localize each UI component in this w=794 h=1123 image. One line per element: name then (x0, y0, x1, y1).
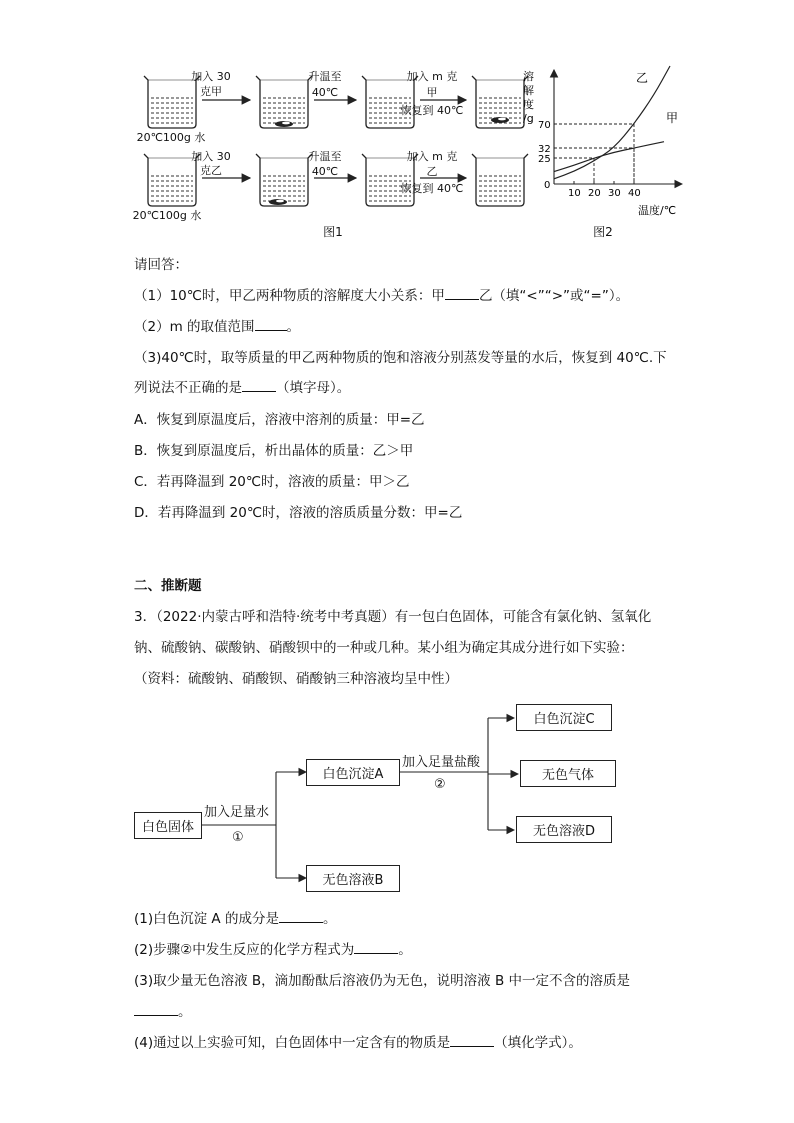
q3-text-b: （填字母）。 (276, 380, 351, 396)
flow-step1-label: 加入足量水 (204, 805, 270, 820)
x-tick-label-30: 30 (608, 188, 621, 199)
flow-b-label: 无色溶液B (322, 873, 384, 888)
row2-step3-line1: 加入 m 克 (406, 150, 458, 163)
y-tick-label-32: 32 (538, 144, 551, 155)
q3-text-a: 列说法不正确的是 (134, 380, 242, 396)
q2-text-b: 。 (286, 319, 301, 335)
row2-step1-line2: 克乙 (200, 164, 222, 177)
problem3-line1: 3．（2022·内蒙古呼和浩特·统考中考真题）有一包白色固体，可能含有氯化钠、氢氧化 (134, 609, 652, 625)
q2-text-a: （2）m 的取值范围 (134, 319, 255, 335)
row1-step2-line1: 升温至 (308, 70, 342, 83)
option-c: C．若再降温到 20℃时，溶液的质量：甲＞乙 (134, 474, 410, 490)
flow-box-precipitate-c (516, 704, 612, 731)
y-tick-label-70: 70 (538, 120, 551, 131)
row1-step3-line2: 甲 (426, 86, 438, 99)
row2-step3-below: 恢复到 40℃ (400, 182, 464, 195)
row2-step2-line1: 升温至 (308, 150, 342, 163)
sub3-answer-blank[interactable] (134, 1003, 178, 1016)
section-title: 二、推断题 (134, 578, 202, 594)
row1-step2-line2: 40℃ (311, 86, 339, 99)
sub1-answer-blank[interactable] (279, 910, 323, 923)
y-tick-label-25: 25 (538, 154, 551, 165)
problem3-line2: 钠、硫酸钠、碳酸钠、硝酸钡中的一种或几种。某小组为确定其成分进行如下实验： (134, 640, 634, 656)
q1-text-b: 乙（填“<”“>”或“=”）。 (478, 288, 630, 304)
option-d: D．若再降温到 20℃时，溶液的溶质质量分数：甲=乙 (134, 505, 463, 521)
y-axis-label-0: 溶 (523, 70, 534, 83)
row1-step3-below: 恢复到 40℃ (400, 104, 464, 117)
row1-step1-line1: 加入 30 (191, 70, 231, 83)
x-tick-label-10: 10 (568, 188, 581, 199)
sub-question-4 (134, 1034, 582, 1052)
flow-step2-label: 加入足量盐酸 (402, 755, 481, 770)
row2-start-label: 20℃100g 水 (132, 209, 202, 222)
problem3-line3: （资料：硫酸钠、硝酸钡、硝酸钠三种溶液均呈中性） (134, 671, 458, 687)
sub-question-3-line2 (134, 1003, 192, 1021)
row1-start-label: 20℃100g 水 (136, 131, 206, 144)
y-axis-label-2: 度 (523, 98, 534, 111)
q3-line1: （3)40℃时，取等质量的甲乙两种物质的饱和溶液分别蒸发等量的水后，恢复到 40℃.下 (134, 350, 667, 366)
flow-gas-label: 无色气体 (541, 768, 594, 783)
q-intro: 请回答： (134, 257, 188, 273)
row2-step2-line2: 40℃ (311, 165, 339, 178)
series-label-jia: 甲 (666, 111, 679, 125)
sub1-text-a: (1)白色沉淀 A 的成分是 (134, 911, 279, 927)
flow-box-precipitate-a (306, 759, 400, 786)
sub-question-1 (134, 910, 336, 928)
flow-d-label: 无色溶液D (532, 824, 595, 839)
q1-text-a: （1）10℃时，甲乙两种物质的溶解度大小关系：甲 (134, 288, 445, 304)
x-tick-label-20: 20 (588, 188, 601, 199)
option-a: A．恢复到原温度后，溶液中溶剂的质量：甲=乙 (134, 412, 425, 428)
origin-label: 0 (544, 180, 551, 191)
flow-a-label: 白色沉淀A (322, 767, 384, 782)
sub2-text-b: 。 (398, 942, 412, 958)
row2-step3-line2: 乙 (426, 165, 438, 178)
y-axis-label-1: 解 (523, 84, 534, 97)
flow-start-label: 白色固体 (141, 820, 194, 835)
flow-c-label: 白色沉淀C (533, 712, 595, 727)
flow-box-solution-b (306, 865, 400, 892)
y-axis-label-3: /g (523, 112, 534, 125)
sub-question-2 (134, 941, 412, 959)
option-b: B．恢复到原温度后，析出晶体的质量：乙＞甲 (134, 443, 414, 459)
row1-step3-line1: 加入 m 克 (406, 70, 458, 83)
series-label-yi: 乙 (636, 71, 649, 85)
figure2-caption: 图2 (593, 225, 613, 239)
flow-box-gas (520, 760, 616, 787)
x-axis-label: 温度/℃ (638, 204, 677, 217)
sub4-answer-blank[interactable] (450, 1034, 494, 1047)
figure1-caption: 图1 (323, 225, 343, 239)
sub2-text-a: (2)步骤②中发生反应的化学方程式为 (134, 942, 355, 958)
x-tick-label-40: 40 (628, 188, 641, 199)
flow-step1-number: ① (232, 830, 244, 845)
row1-step1-line2: 克甲 (200, 85, 222, 98)
sub1-text-b: 。 (322, 911, 337, 927)
row2-step1-line1: 加入 30 (191, 150, 231, 163)
sub3-line1: (3)取少量无色溶液 B，滴加酚酞后溶液仍为无色，说明溶液 B 中一定不含的溶质是 (134, 973, 631, 989)
flow-step2-number: ② (434, 777, 446, 792)
sub4-text-b: （填化学式）。 (494, 1035, 582, 1051)
sub3-text-b: 。 (178, 1004, 192, 1020)
sub4-text-a: (4)通过以上实验可知，白色固体中一定含有的物质是 (134, 1035, 451, 1051)
flow-box-solution-d (516, 816, 612, 843)
flow-box-white-solid (134, 812, 202, 839)
sub2-answer-blank[interactable] (354, 941, 398, 954)
